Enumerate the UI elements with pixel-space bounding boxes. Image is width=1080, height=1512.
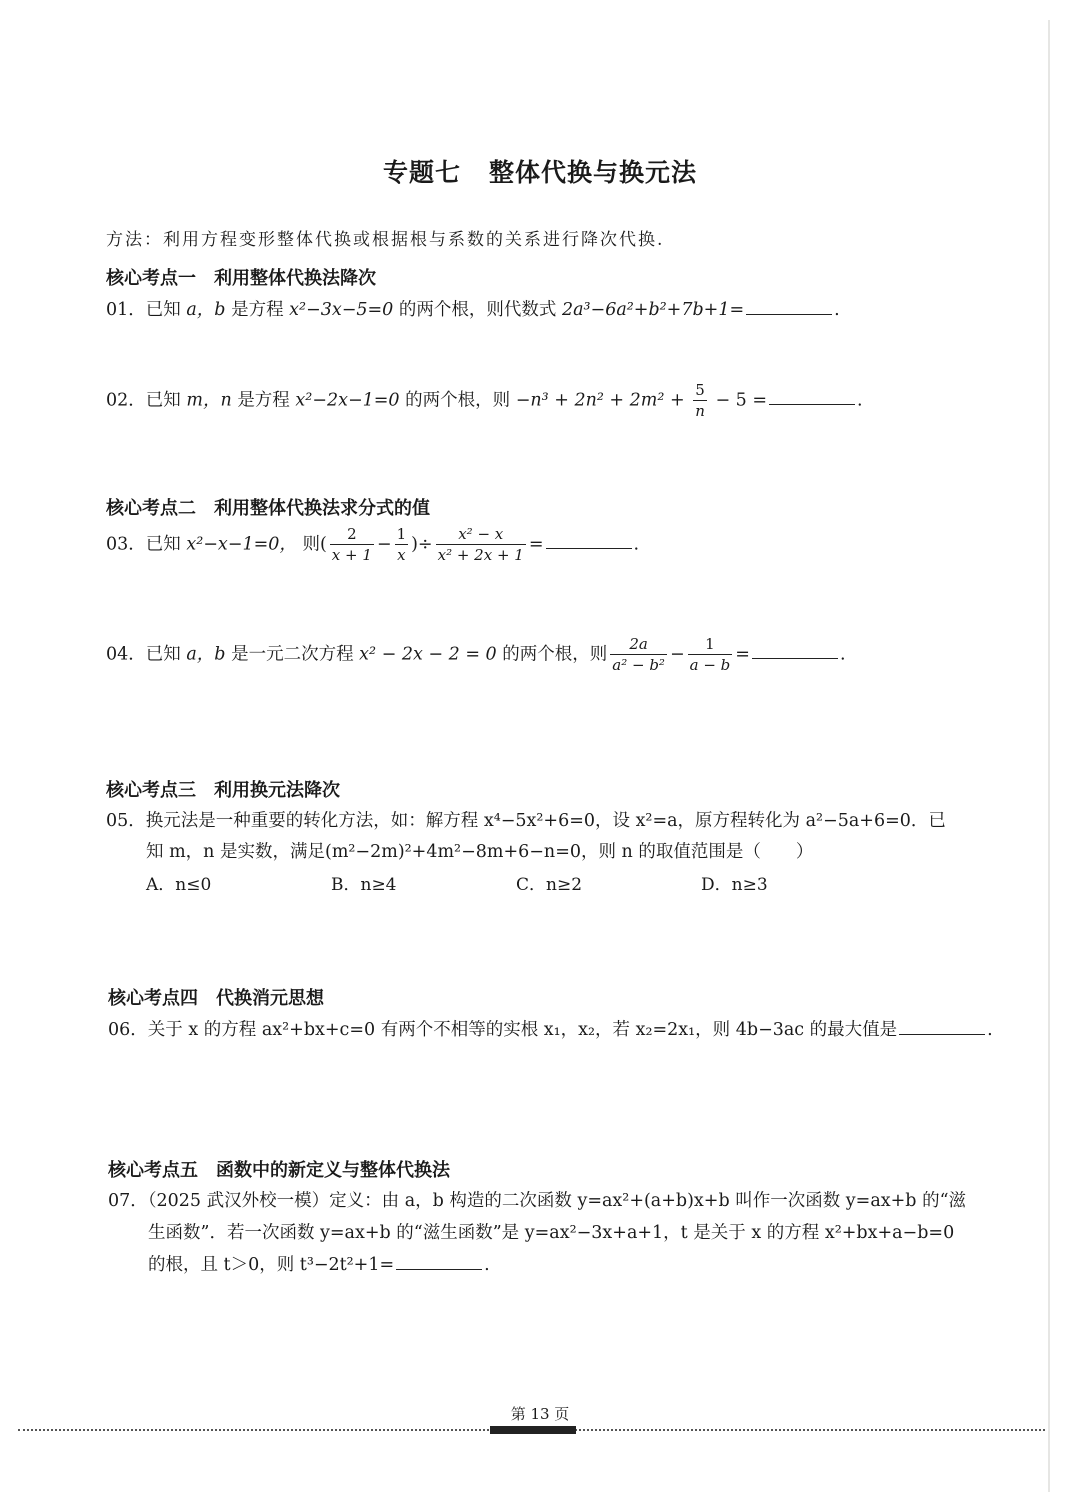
title-topic-name: 整体代换与换元法: [489, 158, 698, 187]
option-a[interactable]: A．n≤0: [146, 875, 212, 895]
answer-blank[interactable]: [769, 403, 855, 405]
question-07: 07．（2025 武汉外校一模）定义：由 a，b 构造的二次函数 y=ax²+(a+b)x+b 叫作一次函数 y=ax+b 的“滋: [108, 1191, 967, 1211]
page-title: [0, 153, 1080, 189]
fraction: $\frac{2a}{\text{a² − b²}}$: [612, 635, 665, 675]
section-4-heading: 核心考点四 代换消元思想: [108, 988, 324, 1009]
option-b[interactable]: B．n≥4: [331, 875, 397, 895]
fraction: $\frac{1}{x}$: [396, 525, 407, 565]
option-c[interactable]: C．n≥2: [516, 875, 583, 895]
fraction: $\frac{2}{x + 1}$: [331, 525, 372, 565]
method-text: 方法：利用方程变形整体代换或根据根与系数的关系进行降次代换.: [106, 230, 665, 250]
question-07-line3: 的根，且 t＞0，则 t³−2t²+1= .: [148, 1255, 490, 1275]
fraction: $\frac{\text{x² − x}}{\text{x² + 2x + 1}}$: [437, 525, 524, 565]
fraction: $\frac{1}{a - b}$: [689, 635, 731, 675]
question-02: 02．已知 m，n 是方程 x²−2x−1=0 的两个根，则 −n³ + 2n² + 2m² + $\frac{5}{n}$ − 5 = .: [106, 381, 863, 421]
question-04: 04．已知 a，b 是一元二次方程 x² − 2x − 2 = 0 的两个根，则 $\frac{2a}{\text{a² − b²}}$ − $\frac{1}{a - b}$ = .: [106, 635, 846, 675]
question-06: 06．关于 x 的方程 ax²+bx+c=0 有两个不相等的实根 x₁，x₂，若 x₂=2x₁，则 4b−3ac 的最大值是 .: [108, 1020, 993, 1040]
question-07-line2: 生函数”．若一次函数 y=ax+b 的“滋生函数”是 y=ax²−3x+a+1，t 是关于 x 的方程 x²+bx+a−b=0: [148, 1223, 955, 1243]
answer-blank[interactable]: [752, 657, 838, 659]
section-5-heading: 核心考点五 函数中的新定义与整体代换法: [108, 1160, 450, 1181]
answer-blank[interactable]: [899, 1033, 985, 1035]
section-3-heading: 核心考点三 利用换元法降次: [106, 780, 340, 801]
question-05: 05．换元法是一种重要的转化方法，如：解方程 x⁴−5x²+6=0，设 x²=a，原方程转化为 a²−5a+6=0．已: [106, 811, 946, 831]
option-d[interactable]: D．n≥3: [701, 875, 768, 895]
section-1-heading: 核心考点一 利用整体代换法降次: [106, 268, 376, 289]
title-topic-number: 专题七: [382, 158, 461, 187]
question-03: 03．已知 x²−x−1=0， 则( $\frac{2}{x + 1}$ − $\frac{1}{x}$ )÷ $\frac{\text{x² − x}}{\text{x² + 2x + 1}}$ = .: [106, 525, 640, 565]
answer-blank[interactable]: [396, 1268, 482, 1270]
page-number: 第 13 页: [510, 1405, 570, 1423]
answer-blank[interactable]: [746, 313, 832, 315]
question-01: 01．已知 a，b 是方程 x²−3x−5=0 的两个根，则代数式 2a³−6a²+b²+7b+1= .: [106, 300, 840, 320]
question-05-line2: 知 m，n 是实数，满足(m²−2m)²+4m²−8m+6−n=0，则 n 的取值范围是（ ）: [146, 842, 814, 862]
footer-bar: [490, 1426, 576, 1434]
answer-blank[interactable]: [546, 547, 632, 549]
section-2-heading: 核心考点二 利用整体代换法求分式的值: [106, 498, 430, 519]
fraction: $\frac{5}{n}$: [695, 381, 705, 421]
